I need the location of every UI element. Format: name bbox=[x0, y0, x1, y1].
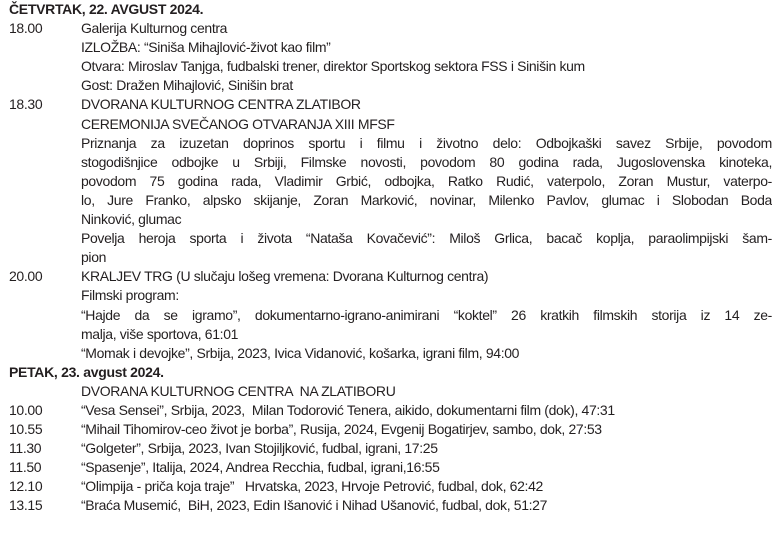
event-text: KRALJEV TRG (U slučaju lošeg vremena: Dvorana Kulturnog centra) bbox=[81, 268, 489, 285]
event-time: 18.30 bbox=[9, 96, 43, 113]
event-text: malja, više sportova, 61:01 bbox=[81, 325, 239, 342]
event-time: 10.55 bbox=[9, 421, 43, 438]
event-row bbox=[0, 344, 780, 363]
event-row bbox=[0, 134, 780, 153]
event-row bbox=[0, 38, 780, 57]
event-time: 12.10 bbox=[9, 478, 43, 495]
event-text: lo, Jure Franko, alpsko skijanje, Zoran Marković, novinar, Milenko Pavlov, glumac i Slobodan Boda bbox=[81, 191, 772, 208]
event-text: “Golgeter”, Srbija, 2023, Ivan Stojiljković, fudbal, igrani, 17:25 bbox=[81, 440, 438, 457]
event-row bbox=[0, 496, 780, 515]
event-row bbox=[0, 191, 780, 210]
event-text: Galerija Kulturnog centra bbox=[81, 20, 228, 37]
event-time: 10.00 bbox=[9, 401, 43, 418]
event-text: pion bbox=[81, 249, 107, 266]
event-row bbox=[0, 439, 780, 458]
event-text: “Olimpija - priča koja traje” Hrvatska, 2023, Hrvoje Petrović, fudbal, dok, 62:42 bbox=[81, 478, 543, 495]
event-row bbox=[0, 153, 780, 172]
event-text: “Momak i devojke”, Srbija, 2023, Ivica Vidanović, košarka, igrani film, 94:00 bbox=[81, 344, 520, 361]
event-row bbox=[0, 19, 780, 38]
event-time: 20.00 bbox=[9, 268, 43, 285]
event-row bbox=[0, 267, 780, 286]
event-text: povodom 75 godina rada, Vladimir Grbić, odbojka, Ratko Rudić, vaterpolo, Zoran Mustur, vaterpo- bbox=[81, 172, 772, 189]
event-text: “Mihail Tihomirov-ceo život je borba”, Rusija, 2024, Evgenij Bogatirjev, sambo, dok, 27:53 bbox=[81, 421, 602, 438]
event-row bbox=[0, 458, 780, 477]
event-row bbox=[0, 229, 780, 248]
event-row bbox=[0, 115, 780, 134]
event-time: 11.30 bbox=[9, 440, 42, 457]
event-row bbox=[0, 57, 780, 76]
event-time: 18.00 bbox=[9, 20, 43, 37]
event-row bbox=[0, 210, 780, 229]
event-row bbox=[0, 76, 780, 95]
event-row bbox=[0, 477, 780, 496]
event-text: Gost: Dražen Mihajlović, Sinišin brat bbox=[81, 77, 293, 94]
day-heading: PETAK, 23. avgust 2024. bbox=[9, 363, 164, 380]
event-row bbox=[0, 306, 780, 325]
event-time: 11.50 bbox=[9, 459, 42, 476]
event-row bbox=[0, 95, 780, 114]
event-row bbox=[0, 401, 780, 420]
venue-row bbox=[0, 382, 780, 401]
event-row bbox=[0, 420, 780, 439]
day-heading: ČETVRTAK, 22. AVGUST 2024. bbox=[9, 1, 204, 17]
day-heading-row bbox=[0, 0, 780, 19]
event-row bbox=[0, 325, 780, 344]
event-row bbox=[0, 248, 780, 267]
day-heading-row bbox=[0, 363, 780, 382]
event-text: “Spasenje”, Italija, 2024, Andrea Recchia, fudbal, igrani,16:55 bbox=[81, 459, 440, 476]
event-text: Povelja heroja sporta i života “Nataša Kovačević”: Miloš Grlica, bacač koplja, paraolimpijski šam- bbox=[81, 230, 772, 247]
event-text: Priznanja za izuzetan doprinos sportu i filmu i životno delo: Odbojkaški savez Srbije, povodom bbox=[81, 134, 772, 151]
event-text: Filmski program: bbox=[81, 287, 179, 304]
venue-text: DVORANA KULTURNOG CENTRA NA ZLATIBORU bbox=[81, 382, 396, 399]
event-row bbox=[0, 286, 780, 305]
event-text: DVORANA KULTURNOG CENTRA ZLATIBOR bbox=[81, 96, 361, 113]
event-text: Ninković, glumac bbox=[81, 211, 182, 228]
event-text: IZLOŽBA: “Siniša Mihajlović-život kao film” bbox=[81, 39, 331, 56]
event-text: “Vesa Sensei”, Srbija, 2023, Milan Todorović Tenera, aikido, dokumentarni film (dok), 47:31 bbox=[81, 401, 615, 418]
event-text: Otvara: Miroslav Tanjga, fudbalski trener, direktor Sportskog sektora FSS i Sinišin kum bbox=[81, 58, 585, 75]
event-text: “Braća Musemić, BiH, 2023, Edin Išanović i Nihad Ušanović, fudbal, dok, 51:27 bbox=[81, 497, 548, 514]
event-text: CEREMONIJA SVEČANOG OTVARANJA XIII MFSF bbox=[81, 115, 395, 132]
event-text: “Hajde da se igramo”, dokumentarno-igrano-animirani “koktel” 26 kratkih filmskih storija iz 14 ze- bbox=[81, 306, 772, 323]
event-row bbox=[0, 172, 780, 191]
event-time: 13.15 bbox=[9, 497, 43, 514]
event-text: stogodišnjice odbojke u Srbiji, Filmske novosti, povodom 80 godina rada, Jugoslovenska kinoteka, bbox=[81, 153, 772, 170]
